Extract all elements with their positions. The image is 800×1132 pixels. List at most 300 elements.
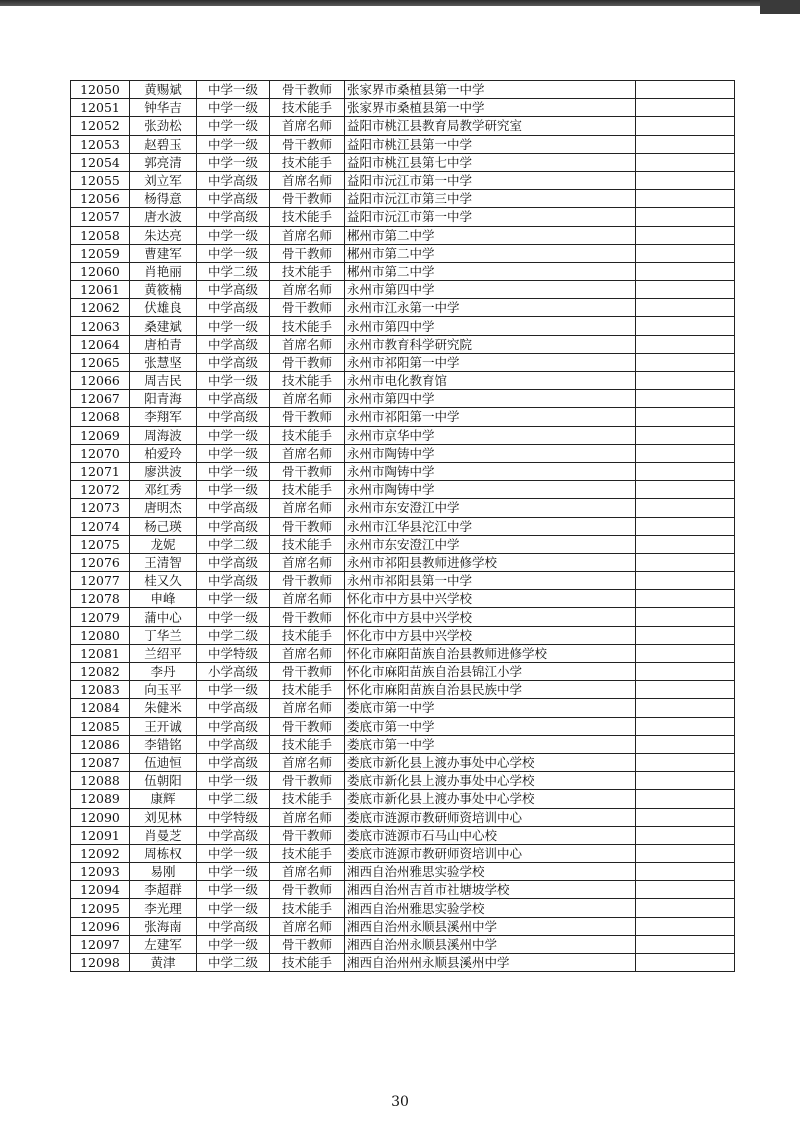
row-blank-cell (636, 372, 735, 390)
row-blank-cell (636, 481, 735, 499)
row-title-cell: 中学一级 (197, 99, 270, 117)
row-blank-cell (636, 208, 735, 226)
row-title-cell: 中学高级 (197, 171, 270, 189)
row-name-cell: 赵碧玉 (130, 135, 197, 153)
row-unit-cell: 湘西自治州州永顺县溪州中学 (345, 954, 636, 972)
row-name-cell: 李翔军 (130, 408, 197, 426)
row-unit-cell: 永州市第四中学 (345, 390, 636, 408)
row-unit-cell: 娄底市涟源市教研师资培训中心 (345, 808, 636, 826)
row-blank-cell (636, 881, 735, 899)
row-name-cell: 向玉平 (130, 681, 197, 699)
row-name-cell: 易刚 (130, 863, 197, 881)
row-id-cell: 12096 (71, 917, 130, 935)
table-row (71, 608, 735, 626)
row-unit-cell: 怀化市中方县中兴学校 (345, 608, 636, 626)
row-id-cell: 12072 (71, 481, 130, 499)
table-row (71, 117, 735, 135)
row-title-cell: 中学一级 (197, 226, 270, 244)
roster-body (71, 81, 735, 972)
row-blank-cell (636, 717, 735, 735)
row-role-cell: 技术能手 (270, 262, 345, 280)
row-name-cell: 申峰 (130, 590, 197, 608)
table-row (71, 899, 735, 917)
row-role-cell: 技术能手 (270, 426, 345, 444)
row-unit-cell: 怀化市中方县中兴学校 (345, 590, 636, 608)
row-title-cell: 中学二级 (197, 790, 270, 808)
row-blank-cell (636, 190, 735, 208)
row-unit-cell: 永州市江华县沱江中学 (345, 517, 636, 535)
row-unit-cell: 永州市教育科学研究院 (345, 335, 636, 353)
row-unit-cell: 怀化市麻阳苗族自治县锦江小学 (345, 663, 636, 681)
row-name-cell: 朱达亮 (130, 226, 197, 244)
row-role-cell: 首席名师 (270, 226, 345, 244)
table-row (71, 153, 735, 171)
row-title-cell: 小学高级 (197, 663, 270, 681)
row-role-cell: 骨干教师 (270, 299, 345, 317)
scan-corner-shadow (760, 0, 800, 14)
row-id-cell: 12085 (71, 717, 130, 735)
row-unit-cell: 永州市陶铸中学 (345, 444, 636, 462)
row-unit-cell: 娄底市第一中学 (345, 717, 636, 735)
row-blank-cell (636, 608, 735, 626)
table-row (71, 699, 735, 717)
row-role-cell: 技术能手 (270, 954, 345, 972)
row-role-cell: 首席名师 (270, 808, 345, 826)
row-title-cell: 中学一级 (197, 681, 270, 699)
row-id-cell: 12080 (71, 626, 130, 644)
row-title-cell: 中学特级 (197, 644, 270, 662)
row-blank-cell (636, 735, 735, 753)
row-name-cell: 伏雄良 (130, 299, 197, 317)
row-blank-cell (636, 772, 735, 790)
row-blank-cell (636, 644, 735, 662)
row-id-cell: 12062 (71, 299, 130, 317)
row-blank-cell (636, 81, 735, 99)
row-name-cell: 伍迪恒 (130, 753, 197, 771)
row-role-cell: 技术能手 (270, 99, 345, 117)
table-row (71, 444, 735, 462)
row-name-cell: 康辉 (130, 790, 197, 808)
row-id-cell: 12057 (71, 208, 130, 226)
row-name-cell: 王开诚 (130, 717, 197, 735)
row-unit-cell: 娄底市新化县上渡办事处中心学校 (345, 790, 636, 808)
table-row (71, 753, 735, 771)
row-id-cell: 12075 (71, 535, 130, 553)
row-blank-cell (636, 954, 735, 972)
row-blank-cell (636, 135, 735, 153)
row-unit-cell: 湘西自治州雅思实验学校 (345, 899, 636, 917)
row-role-cell: 技术能手 (270, 899, 345, 917)
row-title-cell: 中学高级 (197, 299, 270, 317)
row-id-cell: 12091 (71, 826, 130, 844)
row-unit-cell: 永州市祁阳县教师进修学校 (345, 553, 636, 571)
row-name-cell: 李光理 (130, 899, 197, 917)
row-title-cell: 中学高级 (197, 572, 270, 590)
row-role-cell: 首席名师 (270, 499, 345, 517)
row-id-cell: 12061 (71, 281, 130, 299)
row-title-cell: 中学一级 (197, 935, 270, 953)
row-title-cell: 中学高级 (197, 353, 270, 371)
row-blank-cell (636, 99, 735, 117)
row-unit-cell: 永州市祁阳第一中学 (345, 353, 636, 371)
row-role-cell: 技术能手 (270, 372, 345, 390)
row-name-cell: 邓红秀 (130, 481, 197, 499)
row-title-cell: 中学一级 (197, 372, 270, 390)
row-id-cell: 12064 (71, 335, 130, 353)
row-title-cell: 中学一级 (197, 244, 270, 262)
row-blank-cell (636, 863, 735, 881)
row-role-cell: 骨干教师 (270, 462, 345, 480)
row-blank-cell (636, 535, 735, 553)
page-number: 30 (391, 1094, 409, 1110)
row-id-cell: 12098 (71, 954, 130, 972)
table-row (71, 808, 735, 826)
row-id-cell: 12051 (71, 99, 130, 117)
row-title-cell: 中学一级 (197, 844, 270, 862)
row-name-cell: 唐水波 (130, 208, 197, 226)
row-title-cell: 中学高级 (197, 699, 270, 717)
row-title-cell: 中学高级 (197, 917, 270, 935)
row-name-cell: 曹建军 (130, 244, 197, 262)
row-role-cell: 骨干教师 (270, 608, 345, 626)
row-unit-cell: 益阳市沅江市第一中学 (345, 208, 636, 226)
row-title-cell: 中学二级 (197, 954, 270, 972)
row-blank-cell (636, 499, 735, 517)
row-name-cell: 黄津 (130, 954, 197, 972)
table-row (71, 481, 735, 499)
row-name-cell: 黄赐斌 (130, 81, 197, 99)
row-blank-cell (636, 517, 735, 535)
table-row (71, 408, 735, 426)
row-role-cell: 首席名师 (270, 553, 345, 571)
row-unit-cell: 郴州市第二中学 (345, 244, 636, 262)
row-blank-cell (636, 590, 735, 608)
row-id-cell: 12059 (71, 244, 130, 262)
row-unit-cell: 湘西自治州永顺县溪州中学 (345, 935, 636, 953)
row-id-cell: 12090 (71, 808, 130, 826)
row-name-cell: 刘见林 (130, 808, 197, 826)
row-id-cell: 12076 (71, 553, 130, 571)
row-name-cell: 肖曼芝 (130, 826, 197, 844)
row-unit-cell: 永州市祁阳县第一中学 (345, 572, 636, 590)
row-role-cell: 首席名师 (270, 590, 345, 608)
row-blank-cell (636, 626, 735, 644)
table-row (71, 390, 735, 408)
row-blank-cell (636, 808, 735, 826)
table-row (71, 262, 735, 280)
row-name-cell: 阳青海 (130, 390, 197, 408)
row-id-cell: 12083 (71, 681, 130, 699)
row-unit-cell: 益阳市沅江市第一中学 (345, 171, 636, 189)
row-role-cell: 骨干教师 (270, 81, 345, 99)
row-blank-cell (636, 335, 735, 353)
row-name-cell: 张慧坚 (130, 353, 197, 371)
row-title-cell: 中学高级 (197, 281, 270, 299)
row-name-cell: 钟华吉 (130, 99, 197, 117)
row-name-cell: 肖艳丽 (130, 262, 197, 280)
row-name-cell: 蒲中心 (130, 608, 197, 626)
table-row (71, 954, 735, 972)
table-row (71, 208, 735, 226)
table-row (71, 790, 735, 808)
table-row (71, 171, 735, 189)
row-title-cell: 中学高级 (197, 335, 270, 353)
row-unit-cell: 娄底市新化县上渡办事处中心学校 (345, 753, 636, 771)
row-name-cell: 朱健米 (130, 699, 197, 717)
row-unit-cell: 永州市祁阳第一中学 (345, 408, 636, 426)
row-id-cell: 12097 (71, 935, 130, 953)
table-row (71, 190, 735, 208)
row-title-cell: 中学高级 (197, 190, 270, 208)
row-blank-cell (636, 281, 735, 299)
row-blank-cell (636, 117, 735, 135)
row-blank-cell (636, 244, 735, 262)
row-id-cell: 12095 (71, 899, 130, 917)
row-role-cell: 技术能手 (270, 317, 345, 335)
row-unit-cell: 永州市江永第一中学 (345, 299, 636, 317)
row-name-cell: 张海南 (130, 917, 197, 935)
row-blank-cell (636, 790, 735, 808)
row-blank-cell (636, 299, 735, 317)
table-row (71, 244, 735, 262)
row-name-cell: 柏爱玲 (130, 444, 197, 462)
row-unit-cell: 永州市东安澄江中学 (345, 535, 636, 553)
row-role-cell: 首席名师 (270, 699, 345, 717)
table-row (71, 826, 735, 844)
row-role-cell: 首席名师 (270, 917, 345, 935)
table-row (71, 462, 735, 480)
row-title-cell: 中学高级 (197, 208, 270, 226)
row-unit-cell: 张家界市桑植县第一中学 (345, 99, 636, 117)
row-role-cell: 骨干教师 (270, 572, 345, 590)
row-title-cell: 中学一级 (197, 608, 270, 626)
table-row (71, 772, 735, 790)
row-role-cell: 骨干教师 (270, 717, 345, 735)
row-id-cell: 12087 (71, 753, 130, 771)
row-id-cell: 12069 (71, 426, 130, 444)
row-id-cell: 12093 (71, 863, 130, 881)
row-title-cell: 中学一级 (197, 135, 270, 153)
row-name-cell: 杨得意 (130, 190, 197, 208)
row-unit-cell: 永州市东安澄江中学 (345, 499, 636, 517)
row-role-cell: 骨干教师 (270, 772, 345, 790)
row-id-cell: 12077 (71, 572, 130, 590)
table-row (71, 335, 735, 353)
scan-top-edge (0, 0, 800, 6)
row-unit-cell: 湘西自治州雅思实验学校 (345, 863, 636, 881)
row-title-cell: 中学一级 (197, 317, 270, 335)
row-role-cell: 技术能手 (270, 153, 345, 171)
table-row (71, 81, 735, 99)
row-role-cell: 首席名师 (270, 644, 345, 662)
row-unit-cell: 娄底市涟源市教研师资培训中心 (345, 844, 636, 862)
row-role-cell: 技术能手 (270, 790, 345, 808)
row-unit-cell: 永州市电化教育馆 (345, 372, 636, 390)
row-title-cell: 中学一级 (197, 481, 270, 499)
row-id-cell: 12094 (71, 881, 130, 899)
row-role-cell: 技术能手 (270, 844, 345, 862)
table-row (71, 844, 735, 862)
row-blank-cell (636, 462, 735, 480)
row-name-cell: 唐明杰 (130, 499, 197, 517)
table-row (71, 626, 735, 644)
row-id-cell: 12081 (71, 644, 130, 662)
row-id-cell: 12058 (71, 226, 130, 244)
row-role-cell: 首席名师 (270, 390, 345, 408)
row-role-cell: 首席名师 (270, 335, 345, 353)
row-id-cell: 12065 (71, 353, 130, 371)
row-name-cell: 李错铭 (130, 735, 197, 753)
row-title-cell: 中学高级 (197, 735, 270, 753)
row-title-cell: 中学一级 (197, 117, 270, 135)
table-row (71, 426, 735, 444)
table-row (71, 372, 735, 390)
row-id-cell: 12071 (71, 462, 130, 480)
row-role-cell: 首席名师 (270, 171, 345, 189)
row-title-cell: 中学高级 (197, 717, 270, 735)
table-row (71, 226, 735, 244)
row-unit-cell: 张家界市桑植县第一中学 (345, 81, 636, 99)
row-title-cell: 中学高级 (197, 553, 270, 571)
row-unit-cell: 永州市第四中学 (345, 317, 636, 335)
row-role-cell: 首席名师 (270, 281, 345, 299)
row-unit-cell: 怀化市麻阳苗族自治县教师进修学校 (345, 644, 636, 662)
table-row (71, 553, 735, 571)
row-title-cell: 中学一级 (197, 863, 270, 881)
row-blank-cell (636, 826, 735, 844)
table-row (71, 353, 735, 371)
row-title-cell: 中学高级 (197, 499, 270, 517)
table-row (71, 863, 735, 881)
table-row (71, 735, 735, 753)
row-blank-cell (636, 935, 735, 953)
table-row (71, 644, 735, 662)
row-blank-cell (636, 844, 735, 862)
teacher-roster-table (70, 80, 735, 972)
row-id-cell: 12060 (71, 262, 130, 280)
row-id-cell: 12079 (71, 608, 130, 626)
row-name-cell: 周海波 (130, 426, 197, 444)
row-name-cell: 李丹 (130, 663, 197, 681)
row-name-cell: 桂又久 (130, 572, 197, 590)
row-id-cell: 12084 (71, 699, 130, 717)
row-unit-cell: 益阳市桃江县第七中学 (345, 153, 636, 171)
table-row (71, 881, 735, 899)
row-title-cell: 中学一级 (197, 881, 270, 899)
row-role-cell: 骨干教师 (270, 935, 345, 953)
row-unit-cell: 娄底市涟源市石马山中心校 (345, 826, 636, 844)
table-row (71, 590, 735, 608)
row-name-cell: 廖洪波 (130, 462, 197, 480)
row-blank-cell (636, 353, 735, 371)
row-blank-cell (636, 408, 735, 426)
row-id-cell: 12067 (71, 390, 130, 408)
row-title-cell: 中学一级 (197, 590, 270, 608)
table-row (71, 281, 735, 299)
row-id-cell: 12054 (71, 153, 130, 171)
row-title-cell: 中学一级 (197, 426, 270, 444)
row-name-cell: 郭亮清 (130, 153, 197, 171)
row-blank-cell (636, 426, 735, 444)
row-unit-cell: 郴州市第二中学 (345, 262, 636, 280)
table-row (71, 99, 735, 117)
row-blank-cell (636, 317, 735, 335)
table-row (71, 317, 735, 335)
row-role-cell: 首席名师 (270, 444, 345, 462)
table-row (71, 917, 735, 935)
row-blank-cell (636, 553, 735, 571)
table-row (71, 935, 735, 953)
row-title-cell: 中学高级 (197, 408, 270, 426)
row-title-cell: 中学一级 (197, 153, 270, 171)
row-role-cell: 技术能手 (270, 626, 345, 644)
row-blank-cell (636, 444, 735, 462)
table-row (71, 299, 735, 317)
row-id-cell: 12070 (71, 444, 130, 462)
row-role-cell: 骨干教师 (270, 408, 345, 426)
row-title-cell: 中学一级 (197, 444, 270, 462)
row-name-cell: 伍朝阳 (130, 772, 197, 790)
table-row (71, 517, 735, 535)
row-id-cell: 12053 (71, 135, 130, 153)
row-unit-cell: 永州市第四中学 (345, 281, 636, 299)
row-role-cell: 骨干教师 (270, 135, 345, 153)
row-name-cell: 龙妮 (130, 535, 197, 553)
row-blank-cell (636, 262, 735, 280)
row-id-cell: 12066 (71, 372, 130, 390)
row-blank-cell (636, 681, 735, 699)
row-title-cell: 中学高级 (197, 390, 270, 408)
row-id-cell: 12056 (71, 190, 130, 208)
row-blank-cell (636, 171, 735, 189)
row-role-cell: 骨干教师 (270, 190, 345, 208)
row-title-cell: 中学一级 (197, 462, 270, 480)
row-unit-cell: 湘西自治州永顺县溪州中学 (345, 917, 636, 935)
row-title-cell: 中学二级 (197, 262, 270, 280)
row-name-cell: 张劲松 (130, 117, 197, 135)
row-name-cell: 刘立军 (130, 171, 197, 189)
table-row (71, 135, 735, 153)
row-role-cell: 骨干教师 (270, 353, 345, 371)
row-unit-cell: 郴州市第二中学 (345, 226, 636, 244)
row-role-cell: 骨干教师 (270, 244, 345, 262)
row-blank-cell (636, 153, 735, 171)
row-id-cell: 12073 (71, 499, 130, 517)
row-title-cell: 中学高级 (197, 517, 270, 535)
row-title-cell: 中学高级 (197, 826, 270, 844)
row-unit-cell: 益阳市沅江市第三中学 (345, 190, 636, 208)
row-role-cell: 技术能手 (270, 681, 345, 699)
table-row (71, 663, 735, 681)
row-id-cell: 12068 (71, 408, 130, 426)
row-id-cell: 12092 (71, 844, 130, 862)
row-name-cell: 桑建斌 (130, 317, 197, 335)
row-role-cell: 技术能手 (270, 481, 345, 499)
row-id-cell: 12086 (71, 735, 130, 753)
row-unit-cell: 湘西自治州吉首市社塘坡学校 (345, 881, 636, 899)
row-id-cell: 12074 (71, 517, 130, 535)
row-name-cell: 王清智 (130, 553, 197, 571)
row-name-cell: 杨己瑛 (130, 517, 197, 535)
row-unit-cell: 益阳市桃江县教育局教学研究室 (345, 117, 636, 135)
row-blank-cell (636, 899, 735, 917)
row-title-cell: 中学一级 (197, 772, 270, 790)
row-role-cell: 骨干教师 (270, 881, 345, 899)
row-unit-cell: 娄底市第一中学 (345, 699, 636, 717)
row-blank-cell (636, 390, 735, 408)
row-name-cell: 李超群 (130, 881, 197, 899)
row-id-cell: 12055 (71, 171, 130, 189)
